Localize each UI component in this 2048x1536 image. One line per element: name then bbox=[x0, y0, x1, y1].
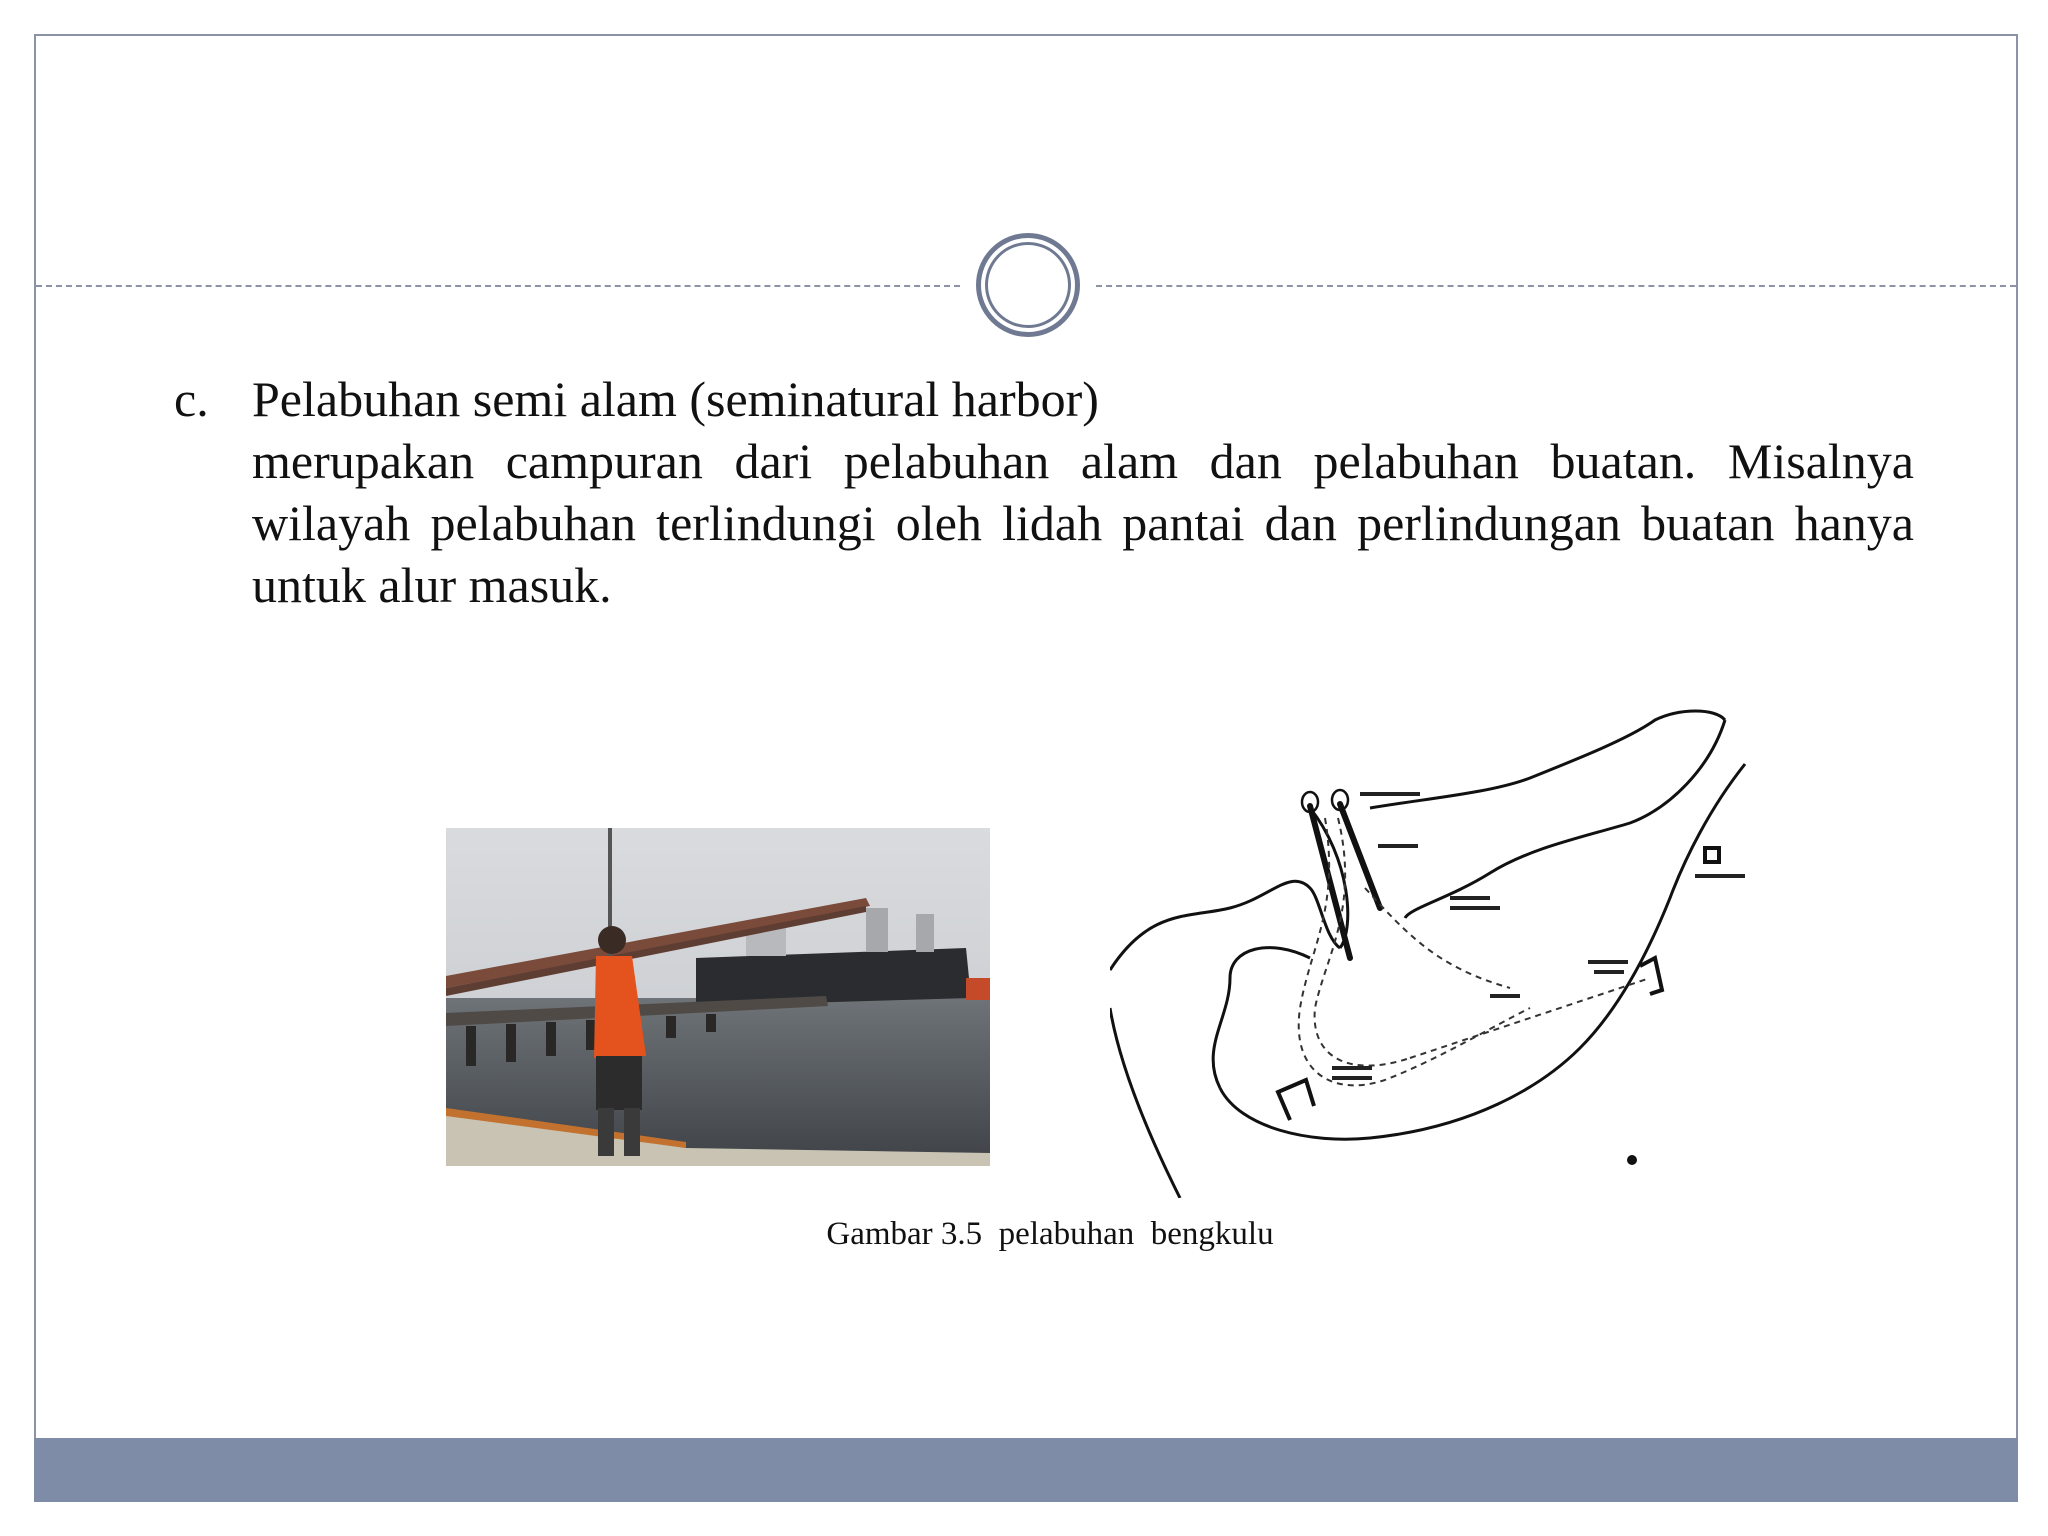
harbor-photo bbox=[446, 828, 990, 1166]
divider-left bbox=[36, 285, 960, 287]
harbor-map-diagram bbox=[1110, 708, 1750, 1198]
circle-ornament-icon bbox=[976, 233, 1080, 337]
list-item-header bbox=[174, 368, 1914, 430]
harbor-photo-illustration bbox=[446, 828, 990, 1166]
list-marker: c. bbox=[174, 371, 209, 427]
harbor-map-illustration bbox=[1110, 708, 1750, 1198]
list-item-body: merupakan campuran dari pelabuhan alam dan pelabuhan buatan. Misalnya wilayah pelabuhan terlindungi oleh lidah pantai dan perlindungan buatan hanya untuk alur masuk. bbox=[252, 433, 1914, 613]
divider-right bbox=[1096, 285, 2016, 287]
circle-ornament-inner bbox=[985, 242, 1071, 328]
figure-caption: Gambar 3.5 pelabuhan bengkulu bbox=[826, 1216, 1274, 1252]
list-item-title: Pelabuhan semi alam (seminatural harbor) bbox=[252, 371, 1099, 427]
slide-content bbox=[174, 368, 1914, 616]
footer-bar bbox=[34, 1438, 2018, 1502]
